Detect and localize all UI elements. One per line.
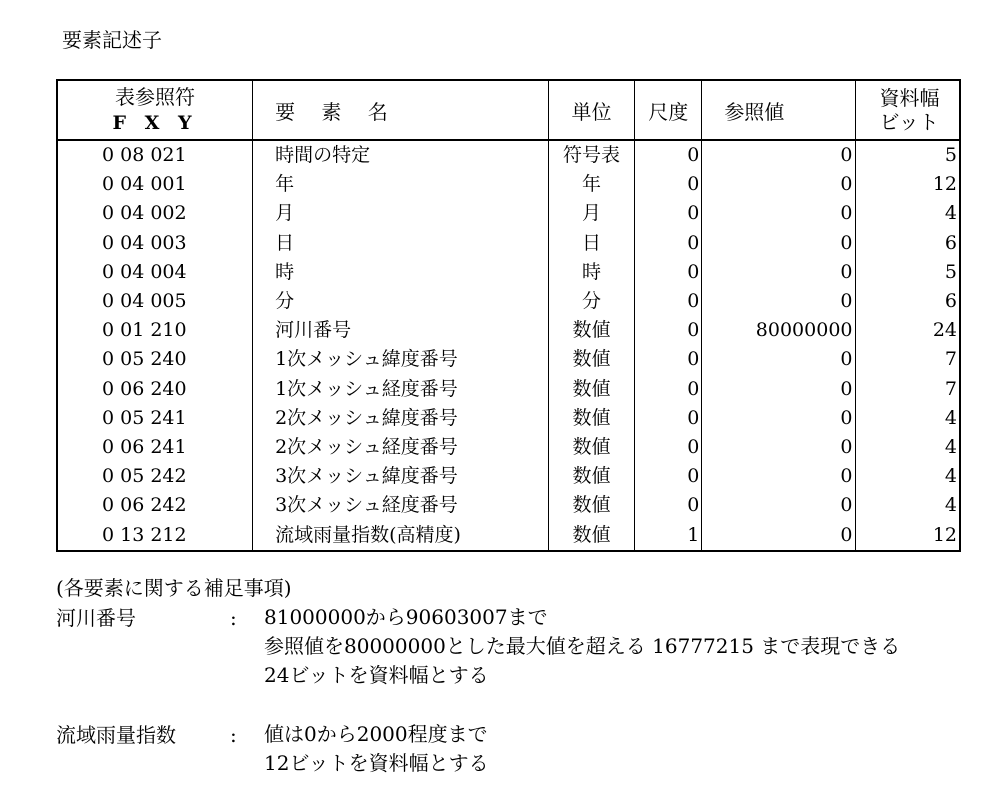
cell-reference: 0 [702, 345, 855, 374]
cell-unit: 数値 [548, 433, 635, 462]
cell-name: 河川番号 [253, 316, 549, 345]
cell-reference: 0 [702, 520, 855, 550]
table-row [57, 433, 960, 462]
cell-unit: 数値 [548, 316, 635, 345]
table-row [57, 491, 960, 520]
note-line: 参照値を80000000とした最大値を超える 16777215 まで表現できる [264, 634, 901, 658]
header-width-unit: ビット [879, 110, 939, 134]
cell-width: 12 [855, 170, 960, 199]
cell-width: 4 [855, 404, 960, 433]
cell-fxy: 0 06 241 [57, 433, 253, 462]
note-colon: : [230, 606, 237, 630]
cell-fxy: 0 04 001 [57, 170, 253, 199]
cell-unit: 分 [548, 287, 635, 316]
cell-reference: 0 [702, 375, 855, 404]
cell-unit: 数値 [548, 520, 635, 550]
notes-items [56, 603, 900, 778]
header-width [855, 80, 960, 140]
table-row [57, 258, 960, 287]
cell-fxy: 0 05 242 [57, 462, 253, 491]
cell-reference: 0 [702, 404, 855, 433]
cell-scale: 0 [635, 375, 702, 404]
cell-fxy: 0 04 002 [57, 199, 253, 228]
table-row [57, 287, 960, 316]
note-line: 値は0から2000程度まで [264, 722, 488, 746]
cell-fxy: 0 04 005 [57, 287, 253, 316]
cell-name: 1次メッシュ緯度番号 [253, 345, 549, 374]
cell-name: 年 [253, 170, 549, 199]
cell-width: 6 [855, 287, 960, 316]
table-row [57, 229, 960, 258]
cell-unit: 数値 [548, 345, 635, 374]
cell-scale: 0 [635, 345, 702, 374]
table-body [57, 140, 960, 551]
note-line: 81000000から90603007まで [264, 605, 548, 629]
cell-fxy: 0 06 240 [57, 375, 253, 404]
note-label: 流域雨量指数 [56, 723, 176, 747]
cell-name: 日 [253, 229, 549, 258]
cell-reference: 0 [702, 170, 855, 199]
note-line: 24ビットを資料幅とする [264, 663, 489, 687]
note-line: 12ビットを資料幅とする [264, 751, 489, 775]
cell-name: 流域雨量指数(高精度) [253, 520, 549, 550]
cell-unit: 年 [548, 170, 635, 199]
header-name: 要 素 名 [253, 80, 549, 140]
notes-section [56, 573, 900, 778]
table-row [57, 404, 960, 433]
cell-scale: 0 [635, 258, 702, 287]
cell-name: 3次メッシュ緯度番号 [253, 462, 549, 491]
table-row [57, 345, 960, 374]
cell-reference: 0 [702, 433, 855, 462]
cell-width: 5 [855, 140, 960, 170]
cell-scale: 0 [635, 229, 702, 258]
note-label: 河川番号 [56, 606, 136, 630]
cell-fxy: 0 01 210 [57, 316, 253, 345]
header-fxy [57, 80, 253, 140]
cell-fxy: 0 06 242 [57, 491, 253, 520]
cell-width: 6 [855, 229, 960, 258]
cell-unit: 数値 [548, 462, 635, 491]
cell-unit: 数値 [548, 404, 635, 433]
cell-width: 4 [855, 199, 960, 228]
cell-unit: 符号表 [548, 140, 635, 170]
element-descriptor-table [56, 79, 961, 552]
cell-scale: 0 [635, 462, 702, 491]
header-reference: 参照値 [702, 80, 855, 140]
header-scale: 尺度 [635, 80, 702, 140]
cell-unit: 月 [548, 199, 635, 228]
cell-width: 4 [855, 462, 960, 491]
cell-reference: 0 [702, 140, 855, 170]
cell-fxy: 0 04 003 [57, 229, 253, 258]
cell-reference: 0 [702, 462, 855, 491]
cell-reference: 0 [702, 199, 855, 228]
cell-reference: 0 [702, 258, 855, 287]
cell-fxy: 0 05 241 [57, 404, 253, 433]
cell-unit: 数値 [548, 491, 635, 520]
cell-name: 2次メッシュ緯度番号 [253, 404, 549, 433]
cell-name: 時間の特定 [253, 140, 549, 170]
note-item [56, 603, 900, 690]
cell-scale: 0 [635, 170, 702, 199]
cell-unit: 数値 [548, 375, 635, 404]
note-lines [264, 603, 900, 690]
cell-width: 4 [855, 433, 960, 462]
cell-fxy: 0 04 004 [57, 258, 253, 287]
document-title: 要素記述子 [62, 28, 162, 52]
cell-scale: 0 [635, 199, 702, 228]
cell-width: 4 [855, 491, 960, 520]
header-unit: 単位 [548, 80, 635, 140]
cell-scale: 0 [635, 404, 702, 433]
table-row [57, 375, 960, 404]
note-colon: : [230, 723, 237, 747]
header-width-label: 資料幅 [879, 86, 940, 110]
cell-name: 時 [253, 258, 549, 287]
table-row [57, 140, 960, 170]
table-row [57, 170, 960, 199]
table-row [57, 316, 960, 345]
cell-unit: 時 [548, 258, 635, 287]
notes-heading: (各要素に関する補足事項) [56, 576, 292, 600]
note-lines [264, 720, 489, 778]
cell-scale: 0 [635, 140, 702, 170]
note-item [56, 720, 900, 778]
cell-name: 月 [253, 199, 549, 228]
cell-width: 7 [855, 345, 960, 374]
cell-reference: 0 [702, 287, 855, 316]
header-fxy-sub: F X Y [112, 112, 198, 134]
cell-width: 5 [855, 258, 960, 287]
cell-name: 2次メッシュ経度番号 [253, 433, 549, 462]
table-header-row [57, 80, 960, 140]
cell-scale: 0 [635, 316, 702, 345]
cell-reference: 0 [702, 491, 855, 520]
cell-name: 3次メッシュ経度番号 [253, 491, 549, 520]
note-spacer [56, 690, 900, 720]
table-row [57, 520, 960, 550]
cell-scale: 0 [635, 287, 702, 316]
cell-scale: 0 [635, 433, 702, 462]
table-row [57, 199, 960, 228]
cell-reference: 0 [702, 229, 855, 258]
cell-fxy: 0 13 212 [57, 520, 253, 550]
cell-name: 1次メッシュ経度番号 [253, 375, 549, 404]
table-row [57, 462, 960, 491]
cell-scale: 0 [635, 491, 702, 520]
cell-reference: 80000000 [702, 316, 855, 345]
cell-scale: 1 [635, 520, 702, 550]
cell-width: 12 [855, 520, 960, 550]
cell-fxy: 0 05 240 [57, 345, 253, 374]
cell-unit: 日 [548, 229, 635, 258]
cell-fxy: 0 08 021 [57, 140, 253, 170]
header-fxy-label: 表参照符 [115, 85, 196, 109]
cell-name: 分 [253, 287, 549, 316]
cell-width: 24 [855, 316, 960, 345]
cell-width: 7 [855, 375, 960, 404]
